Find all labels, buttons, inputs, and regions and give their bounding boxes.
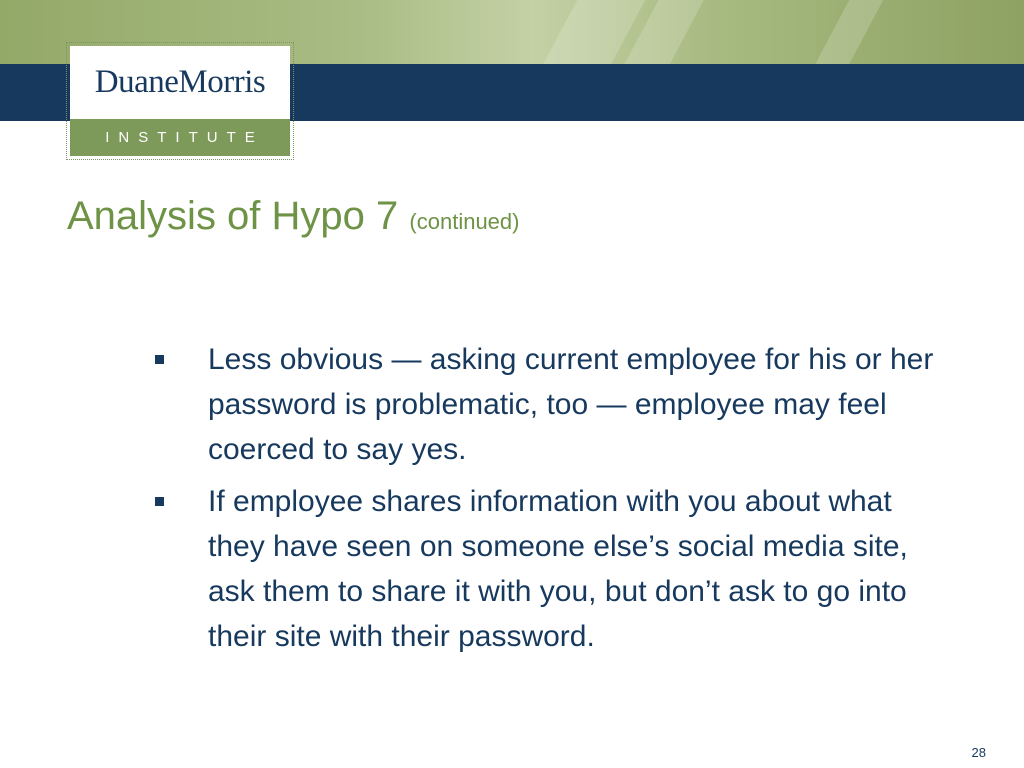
band-highlight-streak: [799, 0, 891, 64]
logo-wordmark: DuaneMorris: [94, 64, 266, 100]
logo: [66, 42, 294, 160]
bullet-item: [150, 479, 950, 659]
slide-title: [67, 194, 519, 239]
bullet-list: [150, 337, 950, 666]
logo-subtitle-area: [70, 119, 290, 156]
page-number: 28: [971, 745, 986, 760]
square-bullet-icon: [155, 355, 164, 364]
slide-title-text: Analysis of Hypo 7: [67, 194, 399, 238]
logo-subtitle: INSTITUTE: [105, 129, 264, 146]
slide-title-suffix: (continued): [409, 209, 520, 234]
square-bullet-icon: [155, 497, 164, 506]
bullet-text: Less obvious — asking current employee for his or her password is problematic, too — employee may feel coerced to say yes.: [208, 343, 934, 466]
bullet-text: If employee shares information with you about what they have seen on someone else’s social media site, ask them to share it with you, but don’t ask to go into their site with their password.: [208, 485, 908, 653]
bullet-item: [150, 337, 950, 472]
logo-wordmark-area: [70, 46, 290, 119]
